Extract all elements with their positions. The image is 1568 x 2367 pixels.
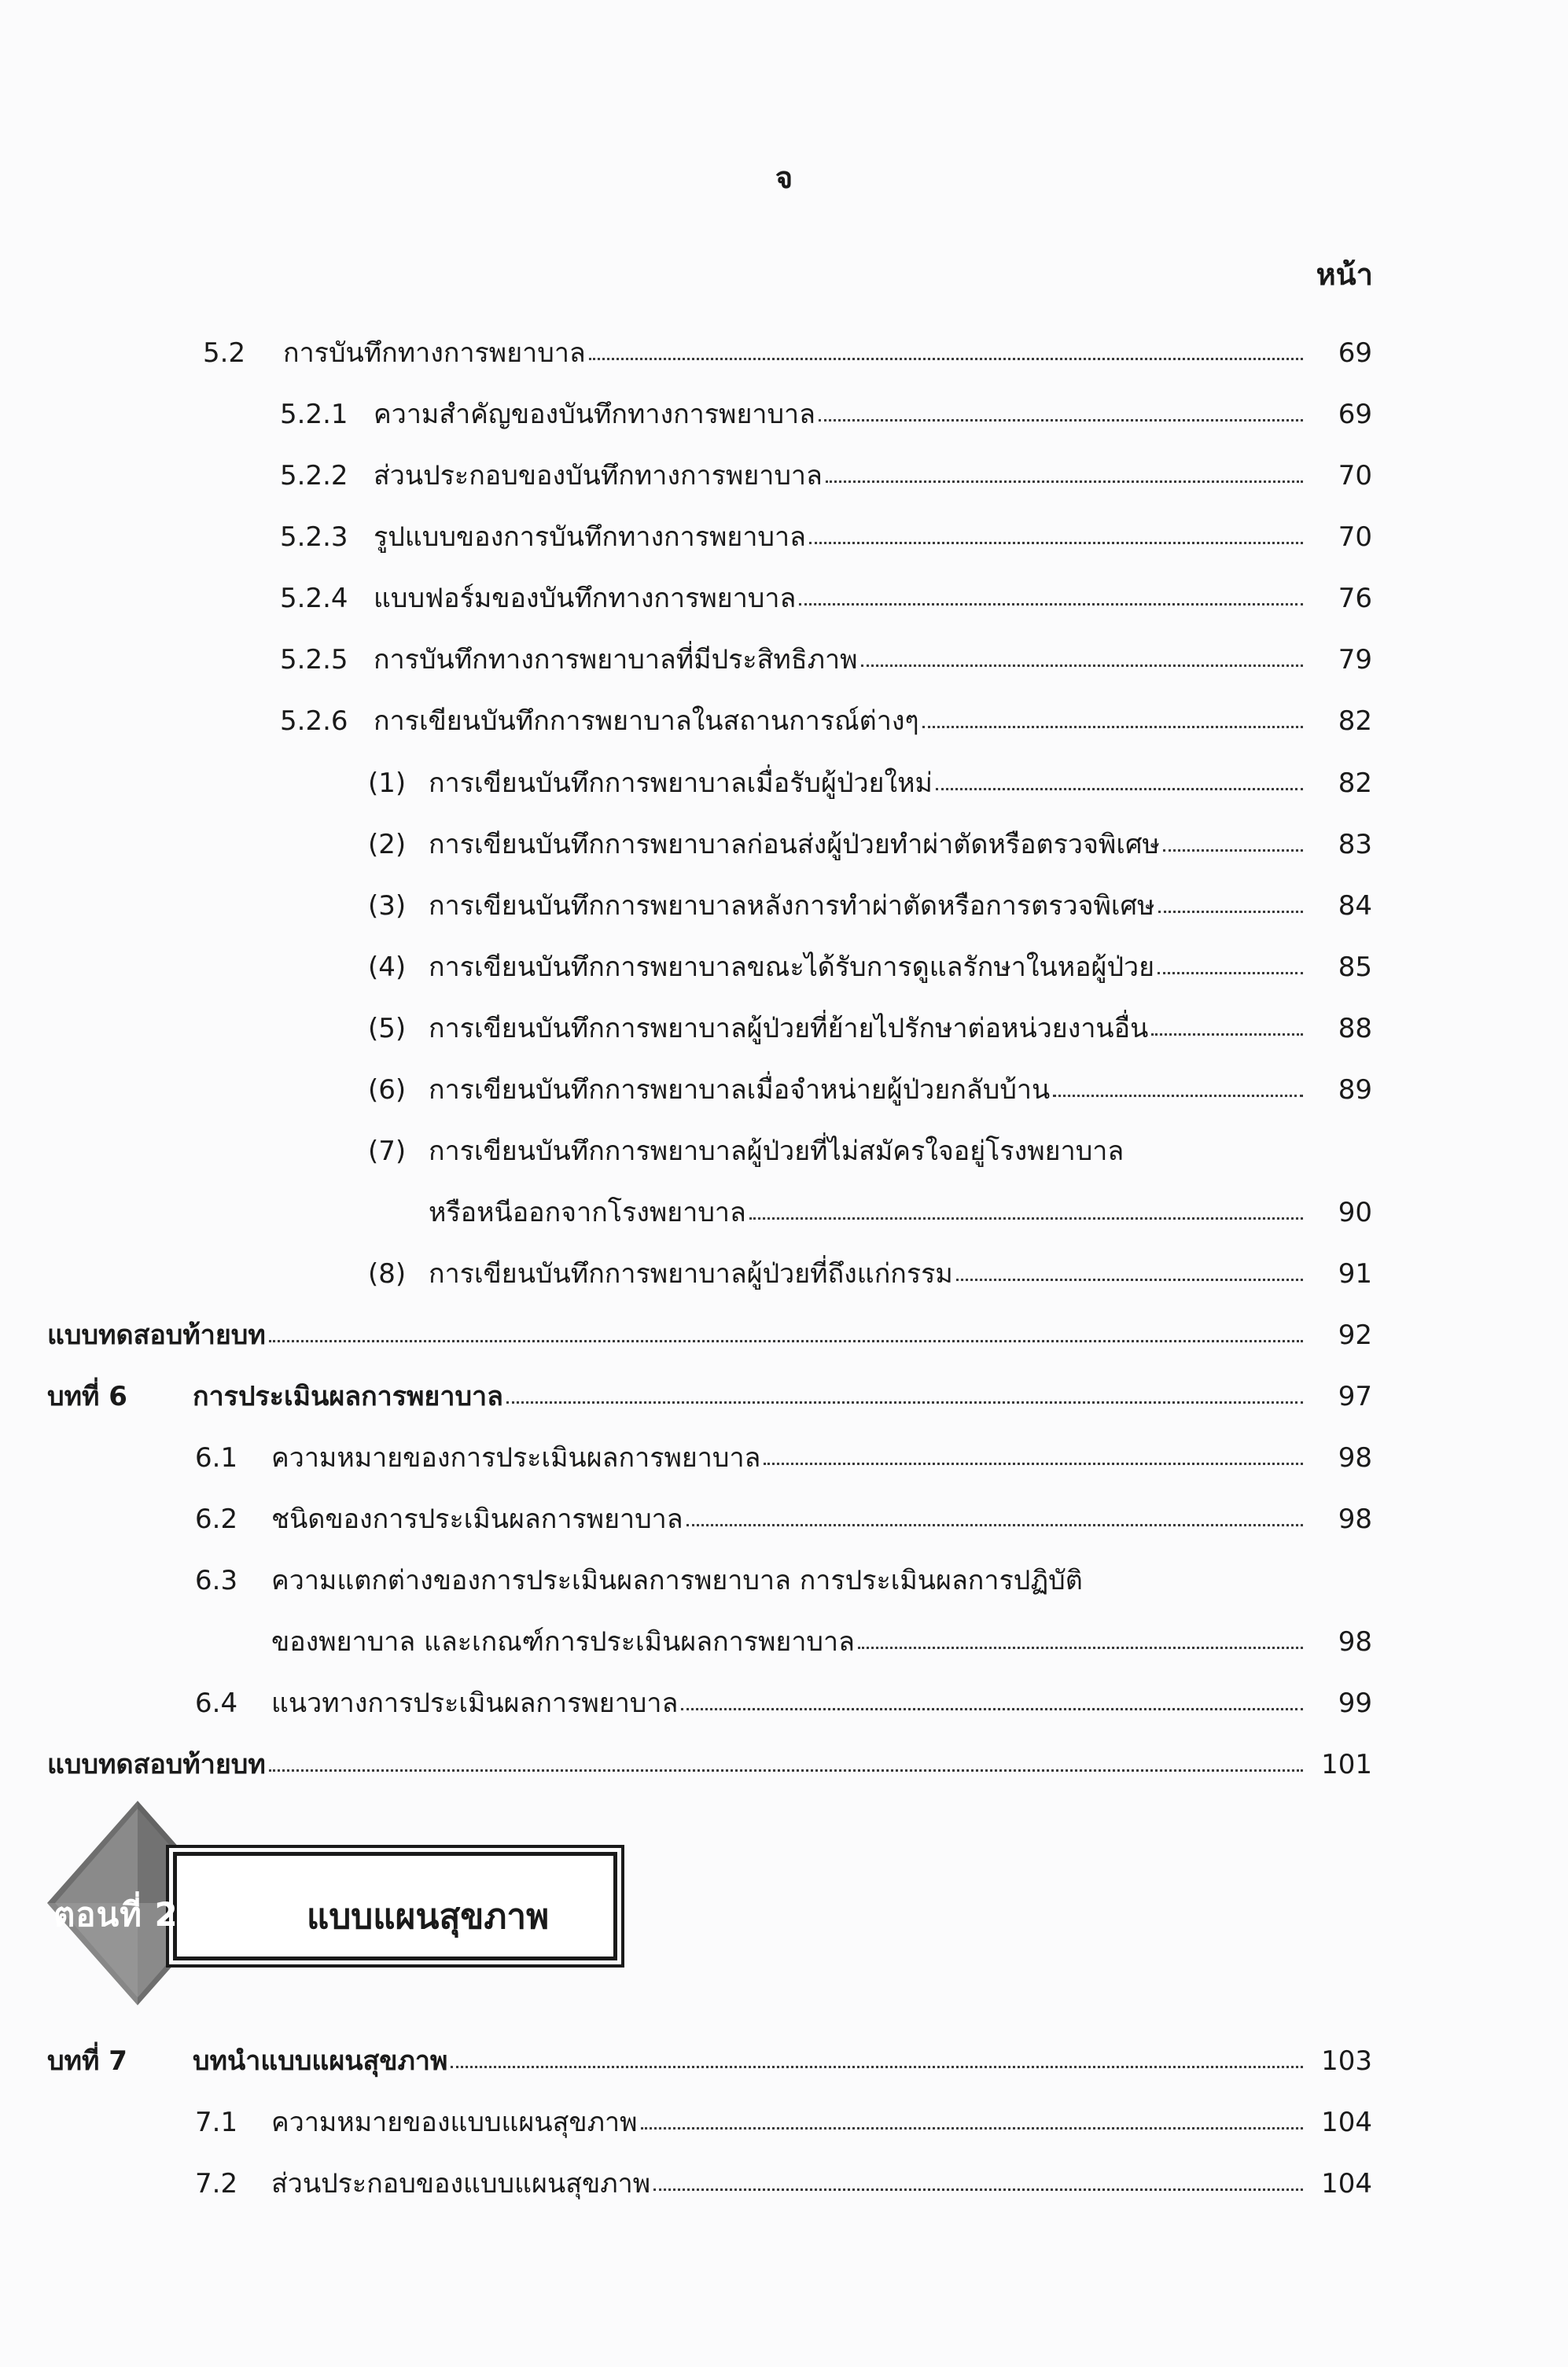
toc-number: 6.2 (195, 1504, 238, 1535)
toc-row (368, 935, 1372, 981)
toc-label: การบันทึกทางการพยาบาลที่มีประสิทธิภาพ (374, 644, 858, 675)
toc-label: แบบฟอร์มของบันทึกทางการพยาบาล (374, 583, 797, 614)
toc-number: (6) (368, 1074, 407, 1106)
toc-label: แบบทดสอบท้ายบท (47, 1320, 266, 1351)
toc-row (368, 996, 1372, 1042)
dot-leader (686, 1524, 1303, 1526)
dot-leader (269, 1769, 1303, 1772)
toc-row (280, 382, 1372, 428)
toc-row (195, 1610, 1372, 1658)
toc-page-number: 89 (1338, 1074, 1372, 1106)
page-column-heading: หน้า (1316, 257, 1373, 292)
toc-number: (1) (368, 768, 407, 799)
dot-leader (764, 1463, 1303, 1465)
toc-label: การเขียนบันทึกการพยาบาลเมื่อรับผู้ป่วยใหม่ (429, 768, 933, 799)
toc-page-number: 85 (1338, 952, 1372, 983)
toc-row (280, 444, 1372, 489)
toc-label: ความหมายของการประเมินผลการพยาบาล (271, 1442, 761, 1474)
toc-row (280, 505, 1372, 553)
toc-number: 5.2.5 (280, 644, 348, 675)
toc-number: 5.2.4 (280, 583, 348, 614)
toc-number: 6.3 (195, 1565, 238, 1596)
toc-label: บทนำแบบแผนสุขภาพ (193, 2045, 448, 2077)
toc-row (368, 812, 1372, 858)
toc-page-number: 82 (1338, 768, 1372, 799)
dot-leader (589, 358, 1303, 360)
toc-number: (5) (368, 1013, 407, 1044)
toc-row (195, 1426, 1372, 1474)
toc-page-number: 104 (1321, 2168, 1372, 2200)
dot-leader (506, 1401, 1303, 1404)
toc-number: 5.2.3 (280, 521, 348, 553)
toc-number: บทที่ 6 (47, 1381, 127, 1412)
toc-row (203, 321, 1372, 369)
toc-label: แนวทางการประเมินผลการพยาบาล (271, 1688, 679, 1719)
toc-row (368, 1058, 1372, 1106)
toc-row (195, 1671, 1372, 1717)
toc-row (368, 1242, 1372, 1290)
toc-label: แบบทดสอบท้ายบท (47, 1749, 266, 1780)
toc-label: การประเมินผลการพยาบาล (193, 1381, 503, 1412)
toc-number: 5.2 (203, 337, 246, 369)
dot-leader (861, 664, 1303, 667)
toc-number: บทที่ 7 (47, 2045, 127, 2077)
toc-number: 6.1 (195, 1442, 238, 1474)
toc-row (47, 1303, 1372, 1349)
toc-label: การเขียนบันทึกการพยาบาลในสถานการณ์ต่างๆ (374, 705, 919, 737)
toc-page-number: 98 (1338, 1442, 1372, 1474)
dot-leader (1158, 911, 1303, 913)
toc-label: การเขียนบันทึกการพยาบาลขณะได้รับการดูแลรักษาในหอผู้ป่วย (429, 952, 1155, 983)
toc-row (47, 1364, 1372, 1410)
toc-row (280, 628, 1372, 673)
toc-row (47, 1732, 1372, 1778)
toc-page-number: 92 (1338, 1320, 1372, 1351)
toc-label: ส่วนประกอบของแบบแผนสุขภาพ (271, 2168, 651, 2200)
toc-row (280, 566, 1372, 612)
toc-label: การเขียนบันทึกการพยาบาลก่อนส่งผู้ป่วยทำผ่าตัดหรือตรวจพิเศษ (429, 829, 1160, 860)
toc-row (195, 1487, 1372, 1533)
dot-leader (809, 542, 1303, 544)
dot-leader (858, 1647, 1303, 1649)
toc-page-number: 70 (1338, 521, 1372, 553)
toc-page-number: 98 (1338, 1504, 1372, 1535)
toc-page-number: 97 (1338, 1381, 1372, 1412)
toc-row (368, 751, 1372, 797)
dot-leader (653, 2188, 1303, 2191)
dot-leader (1151, 1033, 1303, 1036)
dot-leader (799, 603, 1303, 606)
toc-label: ของพยาบาล และเกณฑ์การประเมินผลการพยาบาล (271, 1626, 855, 1658)
toc-label: ความสำคัญของบันทึกทางการพยาบาล (374, 399, 815, 430)
toc-page-number: 90 (1338, 1197, 1372, 1228)
toc-page-number: 104 (1321, 2107, 1372, 2138)
toc-label: ชนิดของการประเมินผลการพยาบาล (271, 1504, 683, 1535)
toc-row (195, 2152, 1372, 2200)
toc-page-number: 84 (1338, 890, 1372, 922)
part-label: ตอนที่ 2 (53, 1895, 179, 1934)
toc-number: 5.2.2 (280, 460, 348, 491)
toc-number: 5.2.1 (280, 399, 348, 430)
dot-leader (451, 2066, 1303, 2068)
toc-row (368, 874, 1372, 922)
dot-leader (749, 1217, 1303, 1220)
toc-page-number: 83 (1338, 829, 1372, 860)
dot-leader (826, 480, 1303, 483)
toc-row (195, 2090, 1372, 2136)
page-letter: จ (775, 160, 793, 195)
toc-page-number: 76 (1338, 583, 1372, 614)
toc-label: รูปแบบของการบันทึกทางการพยาบาล (374, 521, 806, 553)
toc-row (195, 1548, 1372, 1594)
toc-row (368, 1180, 1372, 1226)
toc-label: หรือหนีออกจากโรงพยาบาล (429, 1197, 746, 1228)
toc-number: (7) (368, 1136, 407, 1167)
toc-page-number: 69 (1338, 399, 1372, 430)
toc-label: การเขียนบันทึกการพยาบาลผู้ป่วยที่ไม่สมัครใจอยู่โรงพยาบาล (429, 1136, 1124, 1167)
toc-number: 6.4 (195, 1688, 238, 1719)
dot-leader (1053, 1095, 1303, 1097)
dot-leader (269, 1340, 1303, 1342)
part-banner (47, 1801, 613, 2005)
toc-page-number: 99 (1338, 1688, 1372, 1719)
toc-row (280, 689, 1372, 737)
part-title: แบบแผนสุขภาพ (307, 1897, 550, 1937)
toc-label: การเขียนบันทึกการพยาบาลเมื่อจำหน่ายผู้ป่วยกลับบ้าน (429, 1074, 1051, 1106)
toc-number: (4) (368, 952, 407, 983)
toc-number: 5.2.6 (280, 705, 348, 737)
toc-row (47, 2029, 1372, 2077)
dot-leader (922, 726, 1303, 728)
toc-page-number: 88 (1338, 1013, 1372, 1044)
toc-number: (8) (368, 1258, 407, 1290)
toc-label: ความหมายของแบบแผนสุขภาพ (271, 2107, 638, 2138)
toc-number: 7.1 (195, 2107, 238, 2138)
dot-leader (936, 788, 1303, 790)
toc-label: ความแตกต่างของการประเมินผลการพยาบาล การประเมินผลการปฏิบัติ (271, 1565, 1083, 1596)
toc-page-number: 69 (1338, 337, 1372, 369)
toc-label: ส่วนประกอบของบันทึกทางการพยาบาล (374, 460, 823, 491)
toc-row (368, 1119, 1372, 1165)
toc-number: (3) (368, 890, 407, 922)
toc-page-number: 91 (1338, 1258, 1372, 1290)
toc-label: การเขียนบันทึกการพยาบาลหลังการทำผ่าตัดหรือการตรวจพิเศษ (429, 890, 1155, 922)
toc-label: การเขียนบันทึกการพยาบาลผู้ป่วยที่ย้ายไปรักษาต่อหน่วยงานอื่น (429, 1013, 1149, 1044)
toc-page-number: 98 (1338, 1626, 1372, 1658)
toc-page-number: 79 (1338, 644, 1372, 675)
dot-leader (1163, 849, 1303, 852)
dot-leader (956, 1279, 1303, 1281)
toc-page-number: 70 (1338, 460, 1372, 491)
toc-number: 7.2 (195, 2168, 238, 2200)
toc-label: การบันทึกทางการพยาบาล (283, 337, 586, 369)
toc-page-number: 103 (1321, 2045, 1372, 2077)
dot-leader (1158, 972, 1303, 974)
dot-leader (681, 1708, 1303, 1710)
toc-label: การเขียนบันทึกการพยาบาลผู้ป่วยที่ถึงแก่กรรม (429, 1258, 953, 1290)
toc-number: (2) (368, 829, 407, 860)
toc-page-number: 101 (1321, 1749, 1372, 1780)
dot-leader (641, 2127, 1303, 2130)
toc-page-number: 82 (1338, 705, 1372, 737)
dot-leader (819, 419, 1303, 421)
